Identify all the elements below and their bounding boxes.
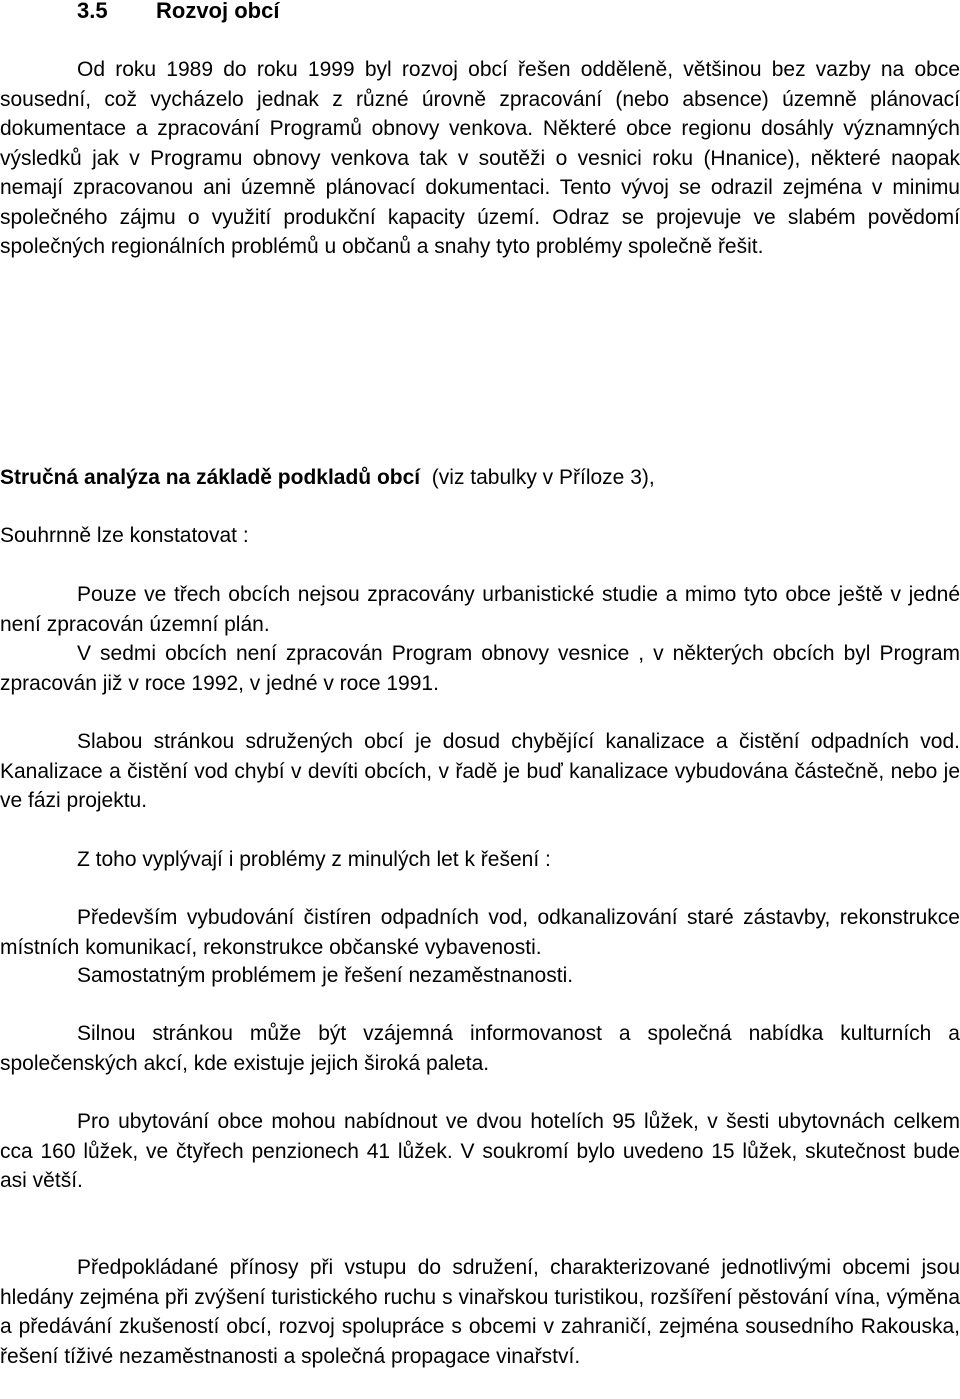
accommodation-paragraph: Pro ubytování obce mohou nabídnout ve dvou hotelích 95 lůžek, v šesti ubytovnách celkem cca 160 lůžek, ve čtyřech penzionech 41 lůžek. V soukromí bylo uvedeno 15 lůžek, skutečnost bude asi větší.	[0, 1110, 960, 1192]
benefits-paragraph: Předpokládané přínosy při vstupu do sdružení, charakterizované jednotlivými obcemi jsou hledány zejména při zvýšení turistického ruchu s vinařskou turistikou, rozšíření pěstování vína, výměna a předávání zkušeností obcí, rozvoj spolupráce s obcemi v zahraničí, zejména sousedního Rakouska, řešení tíživé nezaměstnanosti a společná propagace vinařství.	[0, 1256, 960, 1368]
strength-paragraph: Silnou stránkou může být vzájemná informovanost a společná nabídka kulturních a společenských akcí, kde existuje jejich široká paleta.	[0, 1022, 960, 1075]
priorities-paragraph: Především vybudování čistíren odpadních vod, odkanalizování staré zástavby, rekonstrukce místních komunikací, rekonstrukce občanské vybavenosti.	[0, 906, 960, 959]
summary-intro: Souhrnně lze konstatovat :	[0, 524, 249, 547]
analysis-heading-note: (viz tabulky v Příloze 3),	[431, 466, 655, 489]
section-number: 3.5	[77, 0, 108, 23]
program-paragraph: V sedmi obcích není zpracován Program obnovy vesnice , v některých obcích byl Program zpracován již v roce 1992, v jedné v roce 1991.	[0, 642, 960, 695]
intro-paragraph: Od roku 1989 do roku 1999 byl rozvoj obcí řešen odděleně, většinou bez vazby na obce sousední, což vycházelo jednak z různé úrovně zpracování (nebo absence) územně plánovací dokumentace a zpracování Programů obnovy venkova. Některé obce regionu dosáhly významných výsledků jak v Programu obnovy venkova tak v soutěži o vesnici roku (Hnanice), některé naopak nemají zpracovanou ani územně plánovací dokumentaci. Tento vývoj se odrazil zejména v minimu společného zájmu o využití produkční kapacity území. Odraz se projevuje ve slabém povědomí společných regionálních problémů u občanů a snahy tyto problémy společně řešit.	[0, 58, 960, 258]
weakness-paragraph: Slabou stránkou sdružených obcí je dosud chybějící kanalizace a čistění odpadních vod. Kanalizace a čistění vod chybí v devíti obcích, v řadě je buď kanalizace vybudována částečně, nebo je ve fázi projektu.	[0, 730, 960, 812]
unemployment-paragraph: Samostatným problémem je řešení nezaměstnanosti.	[77, 964, 574, 987]
problems-intro: Z toho vyplývají i problémy z minulých let k řešení :	[77, 848, 551, 871]
analysis-heading-bold: Stručná analýza na základě podkladů obcí	[0, 466, 421, 489]
studies-paragraph: Pouze ve třech obcích nejsou zpracovány urbanistické studie a mimo tyto obce ještě v jedné není zpracován územní plán.	[0, 583, 960, 636]
section-title: Rozvoj obcí	[156, 0, 280, 23]
analysis-heading	[0, 463, 655, 493]
section-heading	[77, 0, 279, 26]
